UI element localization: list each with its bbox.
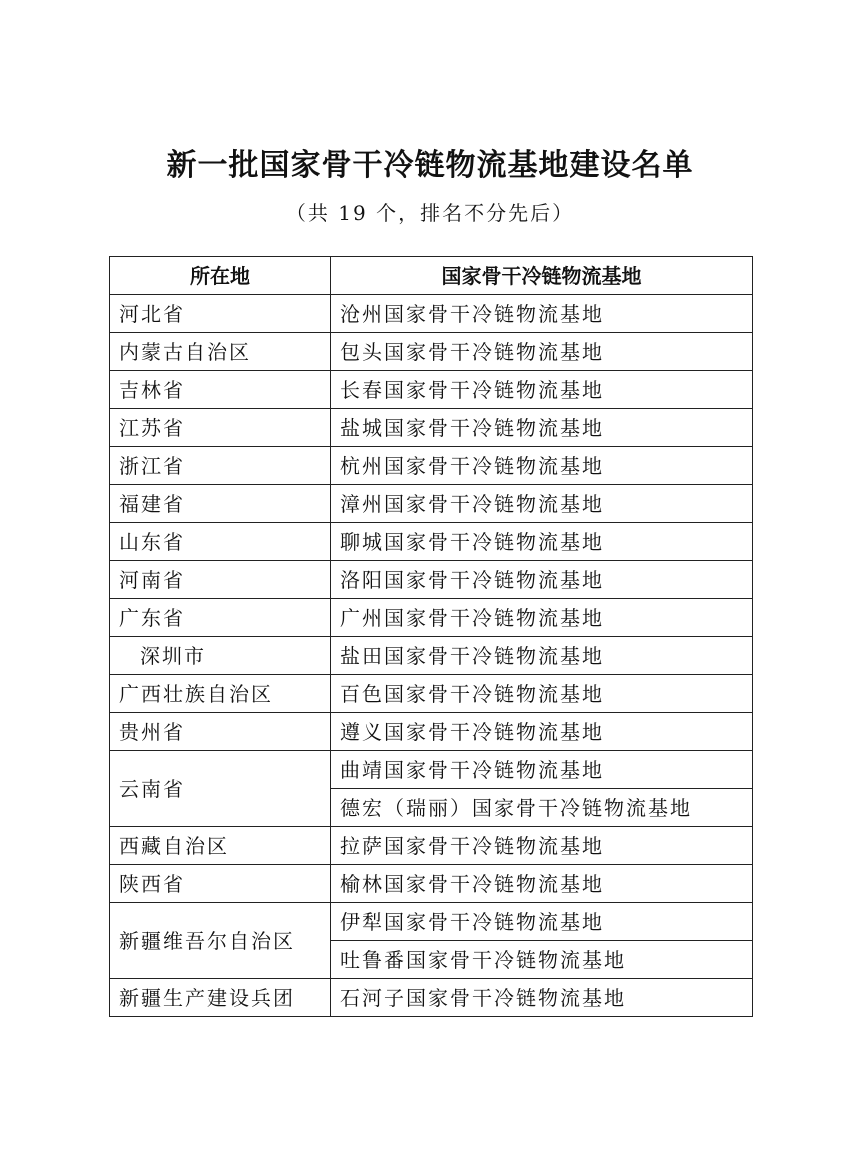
- location-cell: 西藏自治区: [110, 827, 331, 865]
- table-row: [110, 827, 753, 865]
- base-cell: 百色国家骨干冷链物流基地: [331, 675, 753, 713]
- base-cell: 包头国家骨干冷链物流基地: [331, 333, 753, 371]
- location-cell: 河南省: [110, 561, 331, 599]
- location-cell: 吉林省: [110, 371, 331, 409]
- table-row: [110, 979, 753, 1017]
- base-cell: 杭州国家骨干冷链物流基地: [331, 447, 753, 485]
- location-cell: 江苏省: [110, 409, 331, 447]
- base-cell: 漳州国家骨干冷链物流基地: [331, 485, 753, 523]
- table-row: [110, 523, 753, 561]
- table-row: [110, 637, 753, 675]
- base-cell: 盐田国家骨干冷链物流基地: [331, 637, 753, 675]
- location-cell: 河北省: [110, 295, 331, 333]
- table-row: [110, 599, 753, 637]
- base-cell: 盐城国家骨干冷链物流基地: [331, 409, 753, 447]
- location-cell: 新疆维吾尔自治区: [110, 903, 331, 979]
- base-cell: 广州国家骨干冷链物流基地: [331, 599, 753, 637]
- base-cell: 伊犁国家骨干冷链物流基地: [331, 903, 753, 941]
- table-row: [110, 865, 753, 903]
- base-cell: 遵义国家骨干冷链物流基地: [331, 713, 753, 751]
- base-cell: 聊城国家骨干冷链物流基地: [331, 523, 753, 561]
- table-row: [110, 409, 753, 447]
- base-cell: 洛阳国家骨干冷链物流基地: [331, 561, 753, 599]
- location-cell: 广东省: [110, 599, 331, 637]
- table-row: [110, 371, 753, 409]
- base-cell: 拉萨国家骨干冷链物流基地: [331, 827, 753, 865]
- location-cell: 广西壮族自治区: [110, 675, 331, 713]
- base-cell: 榆林国家骨干冷链物流基地: [331, 865, 753, 903]
- document-subtitle: （共 19 个，排名不分先后）: [285, 201, 575, 225]
- base-cell: 吐鲁番国家骨干冷链物流基地: [331, 941, 753, 979]
- table-row: [110, 561, 753, 599]
- location-cell: 贵州省: [110, 713, 331, 751]
- location-cell: 浙江省: [110, 447, 331, 485]
- table-row: [110, 295, 753, 333]
- base-cell: 石河子国家骨干冷链物流基地: [331, 979, 753, 1017]
- location-cell: 陕西省: [110, 865, 331, 903]
- table-header-row: [110, 257, 753, 295]
- header-location: 所在地: [110, 257, 331, 295]
- location-cell: 山东省: [110, 523, 331, 561]
- base-cell: 沧州国家骨干冷链物流基地: [331, 295, 753, 333]
- table-row: [110, 485, 753, 523]
- location-cell-sub: 深圳市: [110, 637, 331, 675]
- table-row: [110, 713, 753, 751]
- location-cell: 新疆生产建设兵团: [110, 979, 331, 1017]
- location-cell: 云南省: [110, 751, 331, 827]
- base-list-table: [109, 256, 753, 1017]
- base-cell: 曲靖国家骨干冷链物流基地: [331, 751, 753, 789]
- table-row: [110, 751, 753, 789]
- table-row: [110, 903, 753, 941]
- base-cell: 德宏（瑞丽）国家骨干冷链物流基地: [331, 789, 753, 827]
- document-title: 新一批国家骨干冷链物流基地建设名单: [166, 148, 694, 183]
- table-row: [110, 333, 753, 371]
- location-cell: 福建省: [110, 485, 331, 523]
- table-row: [110, 675, 753, 713]
- location-cell: 内蒙古自治区: [110, 333, 331, 371]
- base-cell: 长春国家骨干冷链物流基地: [331, 371, 753, 409]
- header-base: 国家骨干冷链物流基地: [331, 257, 753, 295]
- table-row: [110, 447, 753, 485]
